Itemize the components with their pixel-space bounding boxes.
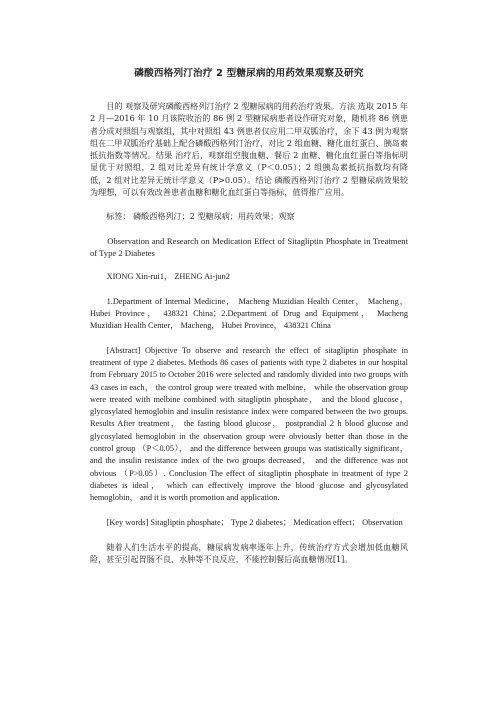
keywords-en: [Key words] Sitagliptin phosphate； Type 2 diabetes； Medication effect； Observation	[106, 517, 403, 527]
abstract-cn: 目的 观察及研究磷酸西格列汀治疗 2 型糖尿病的用药治疗效果。方法 选取 2015 年 2 月—2016 年 10 月该院收治的 86 例 2 型糖尿病患者设作研究对象，随机将 86 例患者分成对照组与观察组，其中对照组 43 例患者仅应用二甲双胍治疗，余下 43 例为观察组在二甲双胍治疗基础上配合磷酸西格列汀治疗，对比 2 组血糖、糖化血红蛋白、胰岛素抵抗指数等情况。结果 治疗后，观察组空腹血糖、餐后 2 血糖、糖化血红蛋白等指标明显优于对照组，2 组对比差异有统计学意义（P＜0.05）；2 组胰岛素抵抗指数均有降低，2 组对比差异无统计学意义（P>0.05）。结论 磷酸西格列汀治疗 2 型糖尿病效果较为理想，可以有效改善患者血糖和糖化血红蛋白等指标，值得推广应用。	[90, 101, 408, 198]
paper-title-cn: 磷酸西格列汀治疗 2 型糖尿病的用药效果观察及研究	[134, 68, 364, 79]
paper-title-en: Observation and Research on Medication Effect of Sitagliptin Phosphate in Treatment of Type 2 Diabetes	[90, 235, 408, 259]
intro-paragraph: 随着人们生活水平的提高，糖尿病发病率逐年上升，传统治疗方式会增加低血糖风险，甚至引起胃肠不良、水肿等不良反应，不能控制餐后高血糖情况[1]。	[90, 541, 408, 565]
affiliations: 1.Department of Internal Medicine， Macheng Muzidian Health Center， Macheng， Hubei Province， 438321 China；2.Department of Drug and Equipment， Macheng Muzidian Health Center， Macheng， Hubei Province， 438321 China	[90, 296, 408, 331]
keywords-cn: 标签： 磷酸西格列汀；2 型糖尿病；用药效果；观察	[106, 211, 295, 222]
abstract-en: [Abstract] Objective To observe and research the effect of sitagliptin phosphate in treatment of type 2 diabetes. Methods 86 cases of patients with type 2 diabetes in our hospital from February 2015 to October 2016 were selected and randomly divided into two groups with 43 cases in each， the control group were treated with melbine， while the observation group were treated with melbine combined with sitagliptin phosphate， and the blood glucose， glycosylated hemoglobin and insulin resistance index were compared between the two groups. Results After treatment， the fasting blood glucose， postprandial 2 h blood glucose and glycosylated hemoglobin in the observation group were obviously better than those in the control group （P＜0.05）， and the difference between groups was statistically significant， and the insulin resistance index of the two groups decreased， and the difference was not obvious （P>0.05）. Conclusion The effect of sitagliptin phosphate in treatment of type 2 diabetes is ideal， which can effectively improve the blood glucose and glycosylated hemoglobin， and it is worth promotion and application.	[90, 345, 408, 503]
authors: XIONG Xin-rui1， ZHENG Ai-jun2	[106, 272, 230, 282]
paper-page	[90, 68, 408, 565]
